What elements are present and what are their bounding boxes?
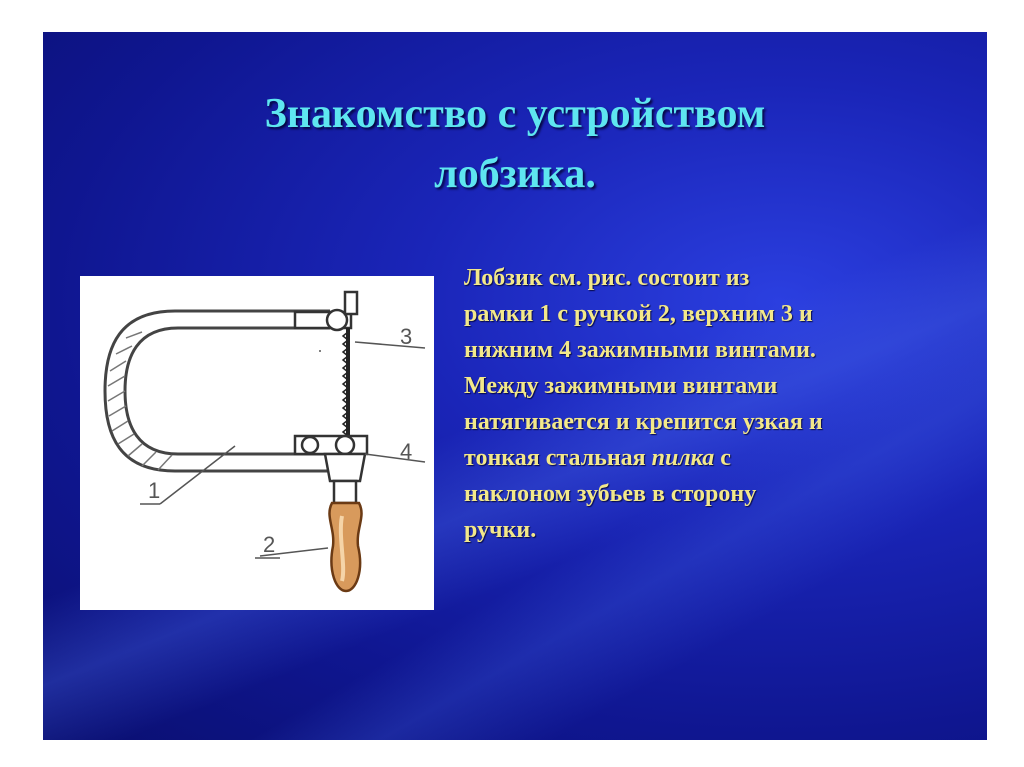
description-line-8: ручки. bbox=[464, 517, 537, 543]
leader-lines bbox=[160, 342, 425, 556]
fretsaw-drawing bbox=[80, 276, 434, 610]
handle-highlight bbox=[341, 516, 343, 581]
title-line-2: лобзика. bbox=[434, 151, 596, 197]
description-line-6 bbox=[464, 440, 964, 476]
slide bbox=[43, 32, 987, 740]
slide-title bbox=[43, 84, 987, 204]
frame-hatching bbox=[108, 332, 172, 470]
description-line-7: наклоном зубьев в сторону bbox=[464, 481, 757, 507]
figure-label-1: 1 bbox=[148, 478, 161, 503]
description-line-4: Между зажимными винтами bbox=[464, 373, 778, 399]
lower-clamp-screw-right bbox=[336, 436, 354, 454]
upper-clamp-head bbox=[345, 292, 357, 314]
handle-neck bbox=[334, 481, 356, 503]
leader-line-underlines bbox=[140, 504, 280, 558]
term-saw-blade: пилка bbox=[651, 445, 715, 471]
description-line-1: Лобзик см. рис. состоит из bbox=[464, 265, 750, 291]
description-line-5: натягивается и крепится узкая и bbox=[464, 409, 823, 435]
handle-ferrule bbox=[325, 454, 365, 481]
lower-clamp-screw-left bbox=[302, 437, 318, 453]
title-line-1: Знакомство с устройством bbox=[264, 91, 766, 137]
description-line-2: рамки 1 с ручкой 2, верхним 3 и bbox=[464, 301, 813, 327]
figure-label-4: 4 bbox=[400, 439, 413, 464]
description-line-6-start: тонкая стальная bbox=[464, 445, 652, 471]
figure-label-3: 3 bbox=[400, 324, 413, 349]
description-line-6-end: с bbox=[714, 445, 731, 471]
wooden-handle bbox=[329, 503, 361, 591]
fretsaw-illustration bbox=[80, 276, 434, 610]
description-line-3: нижним 4 зажимными винтами. bbox=[464, 337, 816, 363]
figure-label-2: 2 bbox=[263, 532, 276, 557]
description-text bbox=[464, 260, 964, 548]
